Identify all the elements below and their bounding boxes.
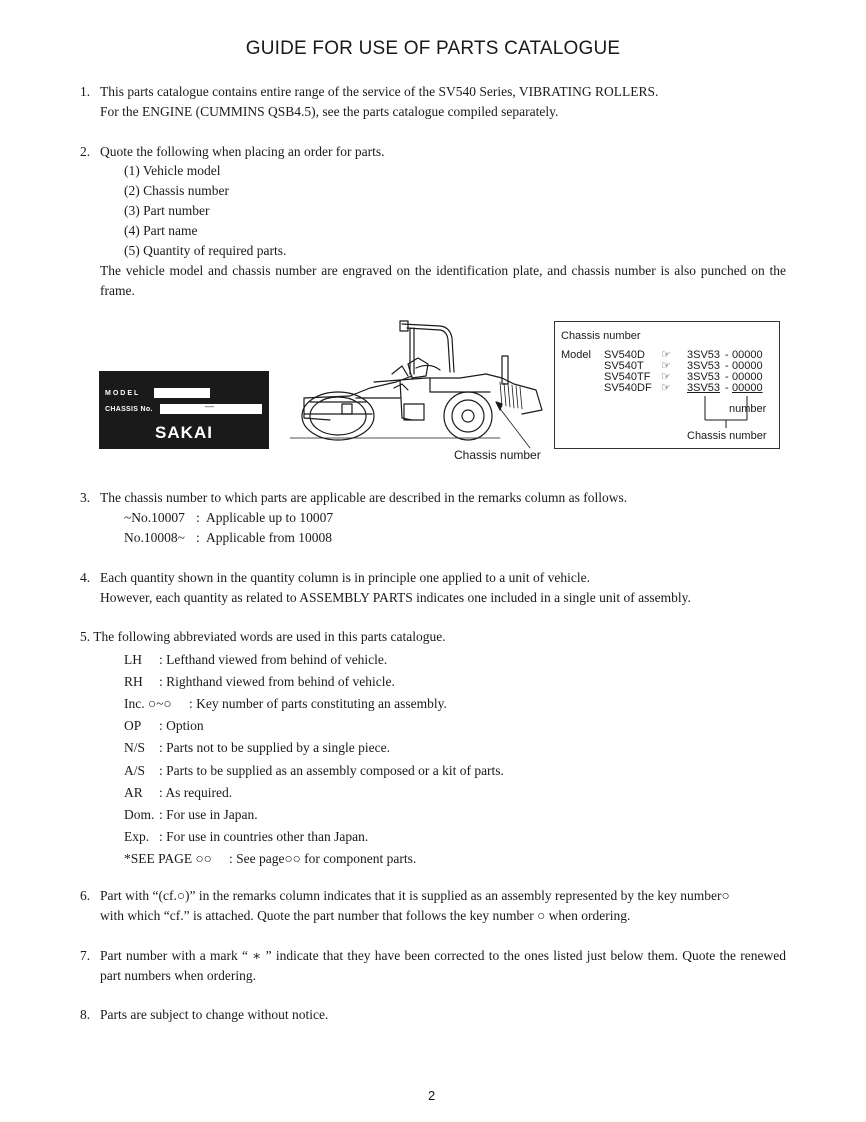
abbreviation: N/S [124,740,146,755]
chassis-number-caption: Chassis number [454,448,541,462]
abbreviation-desc: : As required. [159,785,233,800]
abbreviation: *SEE PAGE ○○ [124,851,212,866]
item-3-desc: Applicable up to 10007 [206,510,334,525]
plate-model-field [154,388,210,398]
chassis-row-model: SV540TF [604,371,651,383]
abbreviation: Inc. ○~○ [124,696,172,711]
item-3-code: No.10008~ [124,530,185,545]
item-7-number: 7. [80,948,91,963]
chassis-row-code: 3SV53 [687,371,721,383]
abbreviation-desc: : For use in countries other than Japan. [159,829,369,844]
abbreviation-desc: : Key number of parts constituting an assembly. [189,696,447,711]
item-8-text: Parts are subject to change without notice. [100,1007,329,1022]
item-2-note: The vehicle model and chassis number are engraved on the identification plate, and chassis number is also punched on the frame. [100,263,786,298]
chassis-row-model: SV540D [604,349,645,361]
item-3-code: ~No.10007 [124,510,185,525]
abbreviation: A/S [124,763,146,778]
abbreviation: AR [124,785,143,800]
item-4-number: 4. [80,570,91,585]
item-2-list-2: (2) Chassis number [124,183,229,198]
abbreviation-desc: : See page○○ for component parts. [229,851,417,866]
item-6-number: 6. [80,888,91,903]
item-3-sep: : [196,510,200,525]
plate-chassis-label: CHASSIS No. [105,406,153,413]
item-4-line-2: However, each quantity as related to ASSEMBLY PARTS indicates one included in a single unit of assembly. [100,590,691,605]
abbreviation: Exp. [124,829,150,844]
chassis-number-label: Chassis number [687,430,767,442]
item-3-desc: Applicable from 10008 [206,530,332,545]
abbreviation-desc: : Option [159,718,204,733]
page-number: 2 [428,1088,436,1103]
chassis-box-heading: Chassis number [561,330,641,342]
chassis-row-serial: 00000 [732,360,763,372]
abbreviation: Dom. [124,807,155,822]
chassis-box-model-label: Model [561,349,591,361]
item-1-number: 1. [80,84,91,99]
plate-model-label: MODEL [105,390,141,397]
abbreviation: RH [124,674,143,689]
item-4-line-1: Each quantity shown in the quantity column is in principle one applied to a unit of vehicle. [100,570,591,585]
abbreviation-desc: : For use in Japan. [159,807,258,822]
chassis-number-box [554,321,780,449]
item-2-number: 2. [80,144,91,159]
item-3-number: 3. [80,490,91,505]
vibrating-roller-illustration [290,318,555,453]
chassis-row-serial: 00000 [732,382,763,394]
plate-brand-logo: SAKAI [155,423,213,442]
abbreviation-desc: : Righthand viewed from behind of vehicle. [159,674,395,689]
abbreviation: LH [124,652,142,667]
item-2-list-4: (4) Part name [124,223,198,238]
item-6-line-1: Part with “(cf.○)” in the remarks column indicates that it is supplied as an assembly represented by the key number○ [100,888,730,903]
chassis-row-code: 3SV53 [687,360,721,372]
chassis-row-serial: 00000 [732,371,763,383]
item-5-intro: 5. The following abbreviated words are used in this parts catalogue. [80,629,446,644]
chassis-row-code: 3SV53 [687,382,721,394]
item-1-line-2: For the ENGINE (CUMMINS QSB4.5), see the parts catalogue compiled separately. [100,104,559,119]
chassis-row-sep: - [725,349,729,361]
chassis-row-serial: 00000 [732,349,763,361]
abbreviation: OP [124,718,142,733]
plate-chassis-dash: — [205,401,214,411]
abbreviation-desc: : Parts to be supplied as an assembly composed or a kit of parts. [159,763,504,778]
chassis-row-sep: - [725,360,729,372]
pointing-hand-icon: ☞ [661,382,671,394]
item-3-intro: The chassis number to which parts are applicable are described in the remarks column as follows. [100,490,628,505]
abbreviation-desc: : Parts not to be supplied by a single piece. [159,740,390,755]
item-6-line-2: with which “cf.” is attached. Quote the part number that follows the key number ○ when ordering. [100,908,631,923]
chassis-row-model: SV540DF [604,382,652,394]
page-title: GUIDE FOR USE OF PARTS CATALOGUE [245,38,621,59]
plate-chassis-field [160,401,262,414]
serial-number-label: number [729,403,767,415]
item-3-sep: : [196,530,200,545]
pointing-hand-icon: ☞ [661,349,671,361]
identification-plate [99,371,269,449]
abbreviation-desc: : Lefthand viewed from behind of vehicle. [159,652,388,667]
pointing-hand-icon: ☞ [661,371,671,383]
item-8-number: 8. [80,1007,91,1022]
item-2-list-1: (1) Vehicle model [124,163,221,178]
item-2-intro: Quote the following when placing an order for parts. [100,144,385,159]
pointing-hand-icon: ☞ [661,360,671,372]
chassis-row-sep: - [725,371,729,383]
chassis-row-model: SV540T [604,360,644,372]
chassis-row-code: 3SV53 [687,349,721,361]
chassis-row-sep: - [725,382,729,394]
item-2-list-5: (5) Quantity of required parts. [124,243,287,258]
item-2-list-3: (3) Part number [124,203,210,218]
item-7-text: Part number with a mark “ ∗ ” indicate that they have been corrected to the ones listed just below them. Quote the renewed part numbers when ordering. [100,948,786,983]
item-1-line-1: This parts catalogue contains entire range of the service of the SV540 Series, VIBRATING ROLLERS. [100,84,659,99]
